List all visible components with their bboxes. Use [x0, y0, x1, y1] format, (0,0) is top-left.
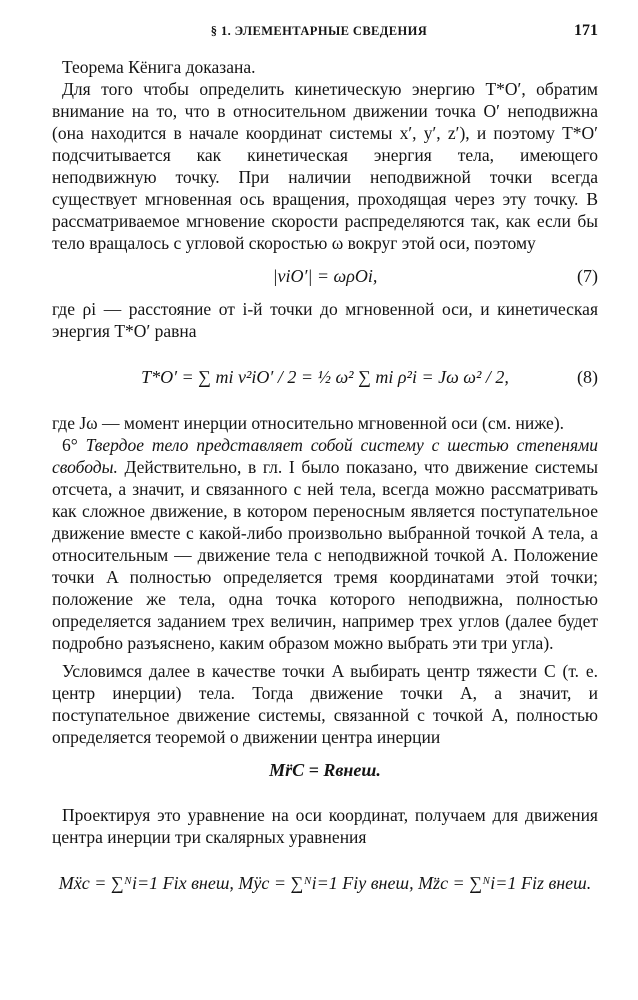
section-marker: 6°	[62, 435, 86, 455]
paragraph-moment-inertia: где Jω — момент инерции относительно мгновенной оси (см. ниже).	[52, 413, 565, 433]
equation-8-number: (8)	[577, 367, 598, 387]
equation-8-expression: T*O′ = ∑ mi v²iO′ / 2 = ½ ω² ∑ mi ρ²i = Jω ω² / 2,	[141, 367, 509, 387]
paragraph-projection: Проектируя это уравнение на оси координат, получаем для движения центра инерции три скалярных уравнения	[52, 805, 598, 847]
page-header	[0, 22, 638, 46]
equation-8	[52, 342, 598, 412]
equation-7-expression: |viO′| = ωρOi,	[272, 266, 378, 286]
italic-statement: Твердое тело представляет собой систему с шестью степенями свободы.	[52, 435, 599, 477]
equation-7	[52, 254, 598, 298]
equation-scalar	[52, 848, 598, 918]
equation-center-motion-expression: Mr̈C = Rвнеш.	[269, 760, 381, 780]
body-text	[52, 56, 598, 918]
paragraph-kinetic-energy: Для того чтобы определить кинетическую энергию T*O′, обратим внимание на то, что в относительном движении точка O′ неподвижна (она находится в начале координат системы x′, y′, z′), и поэтому T*O′ подсчитывается как кинетическая энергия тела, имеющего неподвижную точку. При наличии неподвижной точки всегда существует мгновенная ось вращения, проходящая через эту точку. В рассматриваемое мгновение скорости распределяются так, как если бы тело вращалось с угловой скоростью ω вокруг этой оси, поэтому	[52, 79, 598, 253]
page-number: 171	[574, 22, 598, 39]
equation-7-number: (7)	[577, 266, 598, 286]
paragraph-six-degrees	[52, 434, 598, 654]
paragraph-six-degrees-rest: Действительно, в гл. I было показано, что движение системы отсчета, а значит, и связанного с ней тела, всегда можно рассматривать как сложное движение, в котором переносным является поступательное движение вместе с какой-либо произвольно выбранной точкой A тела, а относительным — движение тела с неподвижной точкой A. Положение точки A полностью определяется тремя координатами этой точки; положение же тела, одна точка которого неподвижна, полностью определяется заданием трех величин, например трех углов (далее будет подробно разъяснено, каким образом можно выбрать эти три угла).	[52, 457, 598, 653]
running-head: § 1. ЭЛЕМЕНТАРНЫЕ СВЕДЕНИЯ	[210, 24, 428, 38]
paragraph-center-of-mass: Условимся далее в качестве точки A выбирать центр тяжести C (т. е. центр инерции) тела. Тогда движение точки A, а значит, и поступательное движение системы, связанной с точкой A, полностью определяется теоремой о движении центра инерции	[52, 661, 598, 747]
equation-scalar-expression: Mẍc = ∑ᴺi=1 Fix внеш, Mÿc = ∑ᴺi=1 Fiy внеш, Mz̈c = ∑ᴺi=1 Fiz внеш.	[58, 873, 592, 893]
paragraph-rho-definition: где ρi — расстояние от i-й точки до мгновенной оси, и кинетическая энергия T*O′ равна	[52, 299, 598, 341]
paragraph-konig-proved: Теорема Кёнига доказана.	[62, 57, 256, 77]
equation-center-motion	[52, 748, 598, 792]
